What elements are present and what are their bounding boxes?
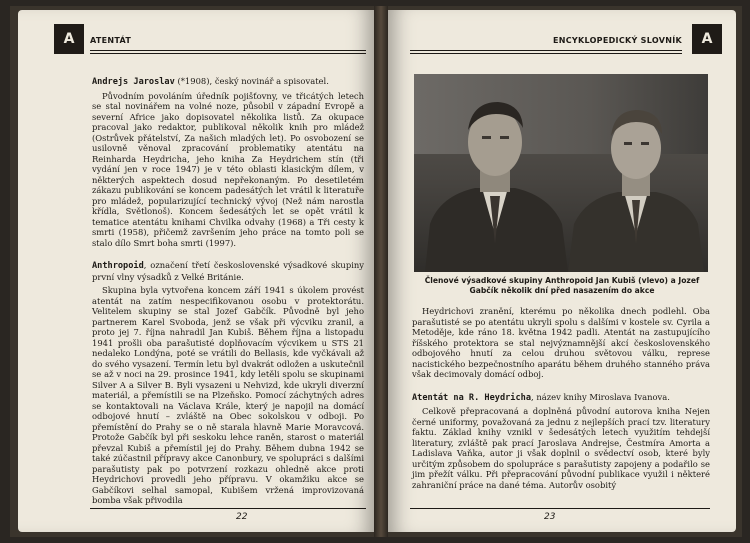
entry-anthropoid: [92, 260, 364, 282]
header-rule: [90, 50, 366, 54]
running-head: ENCYKLOPEDICKÝ SLOVNÍK: [552, 36, 682, 45]
entry-paragraph: Heydrichovi zranění, kterému po několika dnech podlehl. Oba parašutisté se po atentátu ukryli spolu s dalšími v kostele sv. Cyrila a Metoděje, kde ráno 18. května 1942 padli. Atentát na zastupujícího říšského protektora se stal nejvýznamnější akcí československého odbojového hnutí za celou druhou světovou válku, represe nacistického bezpečnostního aparátu během druhého stanného práva však decimovaly domácí odboj.: [412, 306, 710, 379]
entry-paragraph: Skupina byla vytvořena koncem září 1941 s úkolem provést atentát na zatím nespecifikovanou osobu v protektorátu. Velitelem skupiny se stal Jozef Gabčík. Původně byl jeho partnerem Karel Svoboda, jenž se však při výcviku zranil, a proto jej 7. října nahradil Jan Kubiš. Během října a listopadu 1941 prošli oba parašutisté doplňovacím výcvikem u STS 21 nedaleko Londýna, poté se vrátili do Bellasis, kde vyčkávali až do svého vysazení. Termín letu byl dvakrát odložen a uskutečnil se až v noci na 29. prosince 1941, kdy letěli spolu se skupinami Silver A a Silver B. Byli vysazeni u Nehvizd, kde ukryli diverzní materiál, a přemístili se na Plzeňsko. Pomocí záchytných adres se kontaktovali na Václava Krále, který je napojil na domácí odbojové hnutí – zvláště na Obec sokolskou v odboji. Po přemístění do Prahy se o ně starala hlavně Marie Moravcová. Protože Gabčík byl při seskoku lehce raněn, starost o materiál převzal Kubiš a přemístil jej do Prahy. Během dubna 1942 se také zúčastnil přípravy akce Canonbury, ve spolupráci s dalšími parašutisty pak po potvrzení rozkazu ohledně akce proti Heydrichovi provedli jeho přípravu. V okamžiku akce se Gabčíkovi selhal samopal, Kubišem vržená improvizovaná bomba však přivodila: [92, 285, 364, 505]
left-page: [18, 10, 374, 532]
entry-headword: Atentát na R. Heydricha: [412, 392, 531, 403]
entry-headword: Anthropoid: [92, 261, 144, 271]
right-page-text: [412, 306, 710, 493]
entry-paragraph: Celkově přepracovaná a doplněná původní autorova kniha Nejen černé uniformy, považovaná za jednu z nejlepších prací tzv. literatury faktu. Základ knihy vznikl v šedesátých letech využitím tehdejší literatury, zvláště pak prací Jaroslava Andrejse, Čestmíra Amorta a Ladislava Vaňka, autor ji však doplnil o svědectví osob, které byly určitým způsobem do spolupráce s parašutisty zapojeny a podařilo se jim přežít válku. Při přepracování původní publikace využil i některé zahraniční práce na dané téma. Autorův osobitý: [412, 406, 710, 490]
entry-headword: Andrejs Jaroslav: [92, 77, 175, 87]
entry-lead: , název knihy Miroslava Ivanova.: [531, 391, 670, 402]
entry-lead: (*1908), český novinář a spisovatel.: [174, 76, 329, 86]
footer-rule: [90, 508, 366, 509]
entry-andrejs: [92, 76, 364, 88]
entry-paragraph: Původním povoláním úředník pojišťovny, ve třicátých letech se stal novinářem na volné noze, působil v západní Evropě a severní Africe jako dopisovatel několika listů. Za okupace pracoval jako redaktor, publikoval několik knih pro mládež (Ostrůvek přátelství, Za našich mladých let). Po osvobození se usilovně věnoval zpracování problematiky atentátu na Reinharda Heydricha, jeho kniha Za Heydrichem stín (tři vydání jen v roce 1947) je v této oblasti klasickým dílem, v některých aspektech dosud nepřekonaným. Po desetiletém zákazu publikování se koncem padesátých let vrátil k literatuře pro mládež, popularizující technický vývoj (Než nám narostla křídla, Světlonoš). Koncem šedesátých let se opět vrátil k tematice atentátu knihami Chvilka odvahy (1968) a Tři cesty k smrti (1958), přičemž završením jeho práce na tomto poli se stalo dílo Smrt boha smrti (1997).: [92, 90, 364, 248]
photo-caption: Členové výsadkové skupiny Anthropoid Jan Kubiš (vlevo) a Jozef Gabčík několik dní před nasazením do akce: [424, 276, 700, 295]
entry-lead: , označení třetí československé výsadkové skupiny první vlny výsadků z Velké Británie.: [92, 260, 364, 282]
section-tab-letter: A: [54, 24, 84, 54]
page-number: 22: [236, 512, 248, 522]
page-number: 23: [544, 512, 556, 522]
right-page: [388, 10, 736, 532]
portrait-figure-right: [564, 94, 708, 272]
left-page-text: [92, 76, 364, 509]
historical-photo: [414, 74, 708, 272]
header-rule: [410, 50, 682, 54]
portrait-figure-left: [420, 84, 570, 272]
footer-rule: [410, 508, 710, 509]
running-head: ATENTÁT: [90, 36, 132, 45]
book-gutter: [374, 6, 388, 537]
book-spread: [10, 6, 742, 537]
section-tab-letter: A: [692, 24, 722, 54]
entry-atentat: [412, 392, 710, 404]
